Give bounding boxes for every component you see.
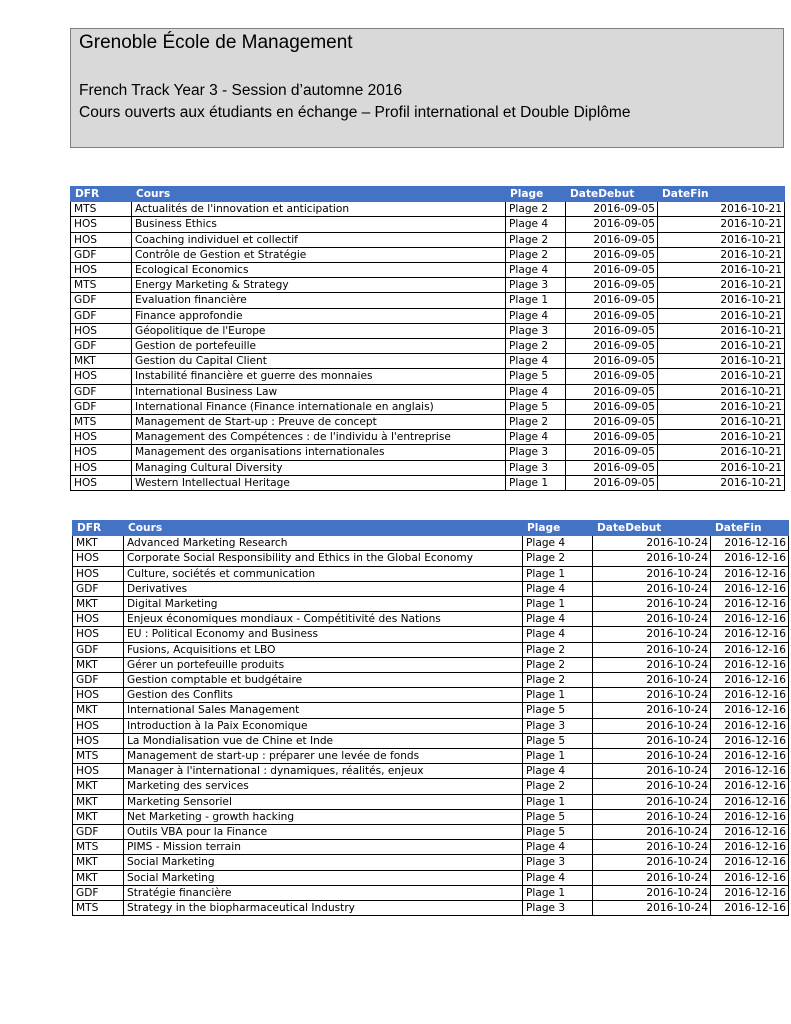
cell-cours: Social Marketing [124,855,523,870]
cell-dfr: MKT [73,657,124,672]
table-row [73,733,789,748]
cell-dfr: HOS [71,445,132,460]
table-row [73,597,789,612]
table-row [73,779,789,794]
cell-dfr: HOS [71,323,132,338]
table-row [73,825,789,840]
cell-datefin: 2016-10-21 [658,263,785,278]
cell-cours: Finance approfondie [132,308,506,323]
cell-plage: Plage 2 [506,202,566,217]
cell-datedebut: 2016-09-05 [566,369,658,384]
table-row [71,384,785,399]
cell-plage: Plage 5 [523,825,593,840]
cell-dfr: MKT [73,870,124,885]
cell-datedebut: 2016-09-05 [566,247,658,262]
cell-plage: Plage 1 [523,885,593,900]
cell-datedebut: 2016-09-05 [566,278,658,293]
cell-datefin: 2016-12-16 [711,566,789,581]
table-row [73,703,789,718]
col-header-datefin: DateFin [658,187,785,202]
cell-datedebut: 2016-09-05 [566,475,658,490]
cell-dfr: GDF [73,642,124,657]
cell-dfr: HOS [73,566,124,581]
cell-plage: Plage 4 [523,536,593,551]
cell-cours: Derivatives [124,581,523,596]
cell-dfr: MTS [73,840,124,855]
cell-plage: Plage 4 [523,581,593,596]
cell-datedebut: 2016-10-24 [593,870,711,885]
cell-plage: Plage 1 [523,794,593,809]
table-row [73,749,789,764]
cell-cours: Gestion comptable et budgétaire [124,673,523,688]
cell-datedebut: 2016-09-05 [566,308,658,323]
table-row [73,764,789,779]
cell-datefin: 2016-10-21 [658,430,785,445]
cell-plage: Plage 2 [523,551,593,566]
table-header-row [73,521,789,536]
cell-datefin: 2016-12-16 [711,870,789,885]
cell-cours: PIMS - Mission terrain [124,840,523,855]
cell-datedebut: 2016-10-24 [593,566,711,581]
cell-dfr: HOS [73,551,124,566]
cell-dfr: MKT [73,536,124,551]
table-row [71,293,785,308]
cell-dfr: HOS [71,460,132,475]
cell-datefin: 2016-12-16 [711,688,789,703]
cell-datedebut: 2016-10-24 [593,657,711,672]
table-header-row [71,187,785,202]
cell-datefin: 2016-12-16 [711,657,789,672]
cell-datedebut: 2016-10-24 [593,688,711,703]
cell-cours: Business Ethics [132,217,506,232]
cell-datedebut: 2016-09-05 [566,384,658,399]
cell-datedebut: 2016-10-24 [593,733,711,748]
cell-datefin: 2016-12-16 [711,855,789,870]
cell-datedebut: 2016-09-05 [566,415,658,430]
cell-datefin: 2016-12-16 [711,703,789,718]
col-header-cours: Cours [124,521,523,536]
cell-datefin: 2016-12-16 [711,779,789,794]
cell-dfr: HOS [73,627,124,642]
table-row [73,673,789,688]
cell-cours: International Business Law [132,384,506,399]
cell-datedebut: 2016-09-05 [566,263,658,278]
cell-plage: Plage 2 [506,415,566,430]
cell-plage: Plage 4 [523,612,593,627]
cell-datefin: 2016-10-21 [658,369,785,384]
cell-datefin: 2016-12-16 [711,885,789,900]
cell-plage: Plage 5 [523,809,593,824]
cell-datedebut: 2016-10-24 [593,749,711,764]
cell-cours: Digital Marketing [124,597,523,612]
cell-dfr: MKT [73,809,124,824]
table-row [71,369,785,384]
col-header-plage: Plage [506,187,566,202]
cell-plage: Plage 1 [523,749,593,764]
cell-plage: Plage 1 [506,293,566,308]
cell-datedebut: 2016-09-05 [566,430,658,445]
cell-cours: Managing Cultural Diversity [132,460,506,475]
courses-subtitle: Cours ouverts aux étudiants en échange – Profil international et Double Diplôme [79,104,631,121]
cell-cours: Corporate Social Responsibility and Ethics in the Global Economy [124,551,523,566]
cell-dfr: HOS [71,232,132,247]
courses-table-session-2 [72,520,789,916]
table-row [71,430,785,445]
cell-cours: Fusions, Acquisitions et LBO [124,642,523,657]
cell-datedebut: 2016-09-05 [566,354,658,369]
cell-cours: Gestion des Conflits [124,688,523,703]
cell-datefin: 2016-12-16 [711,597,789,612]
cell-cours: Culture, sociétés et communication [124,566,523,581]
cell-datedebut: 2016-10-24 [593,673,711,688]
cell-dfr: HOS [71,430,132,445]
cell-plage: Plage 1 [523,566,593,581]
table-row [73,551,789,566]
cell-plage: Plage 2 [523,779,593,794]
cell-dfr: HOS [71,369,132,384]
cell-dfr: GDF [73,673,124,688]
cell-dfr: MKT [73,703,124,718]
table-row [71,308,785,323]
cell-cours: Enjeux économiques mondiaux - Compétitivité des Nations [124,612,523,627]
cell-datefin: 2016-12-16 [711,794,789,809]
cell-datefin: 2016-12-16 [711,901,789,916]
cell-dfr: GDF [71,339,132,354]
cell-dfr: MTS [71,202,132,217]
table-row [71,354,785,369]
cell-cours: International Sales Management [124,703,523,718]
cell-dfr: HOS [73,612,124,627]
cell-cours: Actualités de l'innovation et anticipation [132,202,506,217]
cell-cours: Marketing Sensoriel [124,794,523,809]
col-header-plage: Plage [523,521,593,536]
cell-datefin: 2016-12-16 [711,551,789,566]
cell-dfr: MTS [73,749,124,764]
cell-datefin: 2016-10-21 [658,339,785,354]
cell-cours: Stratégie financière [124,885,523,900]
session-subtitle: French Track Year 3 - Session d’automne 2016 [79,82,403,99]
col-header-datefin: DateFin [711,521,789,536]
cell-datefin: 2016-10-21 [658,278,785,293]
cell-datefin: 2016-12-16 [711,581,789,596]
col-header-datedebut: DateDebut [593,521,711,536]
cell-cours: Gérer un portefeuille produits [124,657,523,672]
table-row [71,339,785,354]
cell-dfr: MKT [73,855,124,870]
cell-datefin: 2016-12-16 [711,809,789,824]
table-row [73,688,789,703]
cell-datefin: 2016-12-16 [711,825,789,840]
col-header-cours: Cours [132,187,506,202]
cell-cours: Outils VBA pour la Finance [124,825,523,840]
cell-datefin: 2016-10-21 [658,354,785,369]
cell-dfr: HOS [71,263,132,278]
cell-dfr: GDF [71,399,132,414]
table-row [73,642,789,657]
cell-plage: Plage 3 [506,278,566,293]
cell-cours: Management de Start-up : Preuve de concept [132,415,506,430]
table-row [71,278,785,293]
table-row [73,581,789,596]
cell-plage: Plage 2 [506,232,566,247]
cell-cours: International Finance (Finance internationale en anglais) [132,399,506,414]
cell-dfr: HOS [73,764,124,779]
table-row [71,232,785,247]
cell-datedebut: 2016-09-05 [566,399,658,414]
cell-datefin: 2016-10-21 [658,308,785,323]
cell-datefin: 2016-12-16 [711,536,789,551]
table-row [73,870,789,885]
table-row [73,566,789,581]
cell-datefin: 2016-10-21 [658,460,785,475]
cell-datefin: 2016-10-21 [658,232,785,247]
table-row [73,794,789,809]
header-box [70,28,784,148]
cell-datefin: 2016-12-16 [711,612,789,627]
cell-plage: Plage 3 [523,855,593,870]
cell-datedebut: 2016-09-05 [566,202,658,217]
cell-cours: Gestion du Capital Client [132,354,506,369]
table-row [71,445,785,460]
table-row [73,612,789,627]
cell-dfr: MKT [73,779,124,794]
cell-datedebut: 2016-10-24 [593,718,711,733]
cell-plage: Plage 3 [506,445,566,460]
cell-dfr: GDF [73,581,124,596]
cell-plage: Plage 4 [523,627,593,642]
cell-plage: Plage 4 [506,354,566,369]
table-row [71,247,785,262]
cell-datedebut: 2016-09-05 [566,293,658,308]
cell-plage: Plage 2 [523,673,593,688]
cell-datefin: 2016-12-16 [711,627,789,642]
cell-plage: Plage 5 [523,703,593,718]
cell-datefin: 2016-12-16 [711,764,789,779]
cell-cours: Coaching individuel et collectif [132,232,506,247]
table-row [71,217,785,232]
cell-cours: Social Marketing [124,870,523,885]
cell-plage: Plage 5 [506,369,566,384]
cell-datefin: 2016-10-21 [658,323,785,338]
table-row [73,536,789,551]
cell-plage: Plage 3 [523,718,593,733]
cell-datefin: 2016-12-16 [711,718,789,733]
cell-plage: Plage 4 [506,308,566,323]
cell-datedebut: 2016-10-24 [593,627,711,642]
cell-plage: Plage 1 [523,688,593,703]
cell-datefin: 2016-12-16 [711,733,789,748]
cell-plage: Plage 2 [523,642,593,657]
table-row [73,840,789,855]
cell-cours: Introduction à la Paix Economique [124,718,523,733]
cell-plage: Plage 4 [506,217,566,232]
cell-datedebut: 2016-10-24 [593,536,711,551]
cell-datefin: 2016-10-21 [658,247,785,262]
cell-cours: Manager à l'international : dynamiques, réalités, enjeux [124,764,523,779]
cell-plage: Plage 4 [506,263,566,278]
cell-datefin: 2016-10-21 [658,475,785,490]
cell-cours: Management de start-up : préparer une levée de fonds [124,749,523,764]
table-row [73,809,789,824]
cell-cours: Instabilité financière et guerre des monnaies [132,369,506,384]
cell-plage: Plage 2 [523,657,593,672]
cell-plage: Plage 2 [506,247,566,262]
cell-plage: Plage 5 [523,733,593,748]
cell-datefin: 2016-10-21 [658,384,785,399]
cell-dfr: HOS [73,718,124,733]
cell-plage: Plage 4 [523,764,593,779]
table-row [73,657,789,672]
cell-datefin: 2016-12-16 [711,840,789,855]
cell-cours: Marketing des services [124,779,523,794]
cell-cours: Gestion de portefeuille [132,339,506,354]
table-row [71,202,785,217]
cell-dfr: GDF [71,308,132,323]
cell-plage: Plage 5 [506,399,566,414]
cell-dfr: GDF [73,825,124,840]
cell-cours: EU : Political Economy and Business [124,627,523,642]
cell-cours: Ecological Economics [132,263,506,278]
cell-cours: Géopolitique de l'Europe [132,323,506,338]
cell-datefin: 2016-10-21 [658,293,785,308]
cell-datefin: 2016-10-21 [658,399,785,414]
cell-datedebut: 2016-09-05 [566,217,658,232]
cell-cours: Management des Compétences : de l'individu à l'entreprise [132,430,506,445]
cell-dfr: MTS [71,415,132,430]
cell-datedebut: 2016-10-24 [593,885,711,900]
cell-datedebut: 2016-09-05 [566,339,658,354]
cell-datedebut: 2016-10-24 [593,840,711,855]
cell-cours: Energy Marketing & Strategy [132,278,506,293]
cell-datefin: 2016-12-16 [711,673,789,688]
cell-datefin: 2016-10-21 [658,217,785,232]
table-row [73,718,789,733]
table-row [73,855,789,870]
cell-datedebut: 2016-10-24 [593,703,711,718]
cell-datedebut: 2016-09-05 [566,232,658,247]
cell-dfr: HOS [71,475,132,490]
cell-plage: Plage 4 [523,840,593,855]
cell-plage: Plage 4 [506,384,566,399]
cell-dfr: MTS [71,278,132,293]
cell-dfr: HOS [73,688,124,703]
cell-datedebut: 2016-10-24 [593,612,711,627]
col-header-dfr: DFR [71,187,132,202]
cell-datedebut: 2016-09-05 [566,460,658,475]
cell-dfr: HOS [73,733,124,748]
courses-table-session-1 [70,186,785,491]
cell-datedebut: 2016-10-24 [593,764,711,779]
cell-datedebut: 2016-10-24 [593,551,711,566]
cell-datedebut: 2016-10-24 [593,642,711,657]
cell-dfr: MKT [73,597,124,612]
cell-datefin: 2016-12-16 [711,642,789,657]
cell-plage: Plage 1 [506,475,566,490]
cell-datefin: 2016-10-21 [658,202,785,217]
table-row [73,885,789,900]
cell-plage: Plage 4 [523,870,593,885]
cell-datedebut: 2016-10-24 [593,779,711,794]
cell-datedebut: 2016-10-24 [593,901,711,916]
cell-plage: Plage 3 [523,901,593,916]
table-row [71,475,785,490]
table-row [73,901,789,916]
cell-datedebut: 2016-09-05 [566,445,658,460]
table-row [71,323,785,338]
cell-datefin: 2016-12-16 [711,749,789,764]
cell-datedebut: 2016-10-24 [593,597,711,612]
cell-dfr: MKT [71,354,132,369]
cell-dfr: MTS [73,901,124,916]
table-row [73,627,789,642]
cell-dfr: HOS [71,217,132,232]
cell-dfr: MKT [73,794,124,809]
col-header-dfr: DFR [73,521,124,536]
cell-plage: Plage 3 [506,460,566,475]
cell-dfr: GDF [71,384,132,399]
cell-cours: Western Intellectual Heritage [132,475,506,490]
cell-cours: Management des organisations internationales [132,445,506,460]
cell-datedebut: 2016-09-05 [566,323,658,338]
cell-cours: Contrôle de Gestion et Stratégie [132,247,506,262]
cell-datedebut: 2016-10-24 [593,809,711,824]
table-row [71,415,785,430]
cell-cours: La Mondialisation vue de Chine et Inde [124,733,523,748]
cell-dfr: GDF [71,293,132,308]
table-row [71,399,785,414]
cell-datedebut: 2016-10-24 [593,855,711,870]
cell-plage: Plage 2 [506,339,566,354]
table-row [71,460,785,475]
cell-plage: Plage 1 [523,597,593,612]
col-header-datedebut: DateDebut [566,187,658,202]
cell-datedebut: 2016-10-24 [593,581,711,596]
cell-cours: Strategy in the biopharmaceutical Industry [124,901,523,916]
table-row [71,263,785,278]
cell-datedebut: 2016-10-24 [593,794,711,809]
cell-cours: Evaluation financière [132,293,506,308]
cell-dfr: GDF [73,885,124,900]
cell-cours: Net Marketing - growth hacking [124,809,523,824]
cell-datefin: 2016-10-21 [658,415,785,430]
cell-cours: Advanced Marketing Research [124,536,523,551]
cell-dfr: GDF [71,247,132,262]
cell-plage: Plage 4 [506,430,566,445]
cell-plage: Plage 3 [506,323,566,338]
cell-datedebut: 2016-10-24 [593,825,711,840]
page-title: Grenoble École de Management [79,32,353,53]
cell-datefin: 2016-10-21 [658,445,785,460]
